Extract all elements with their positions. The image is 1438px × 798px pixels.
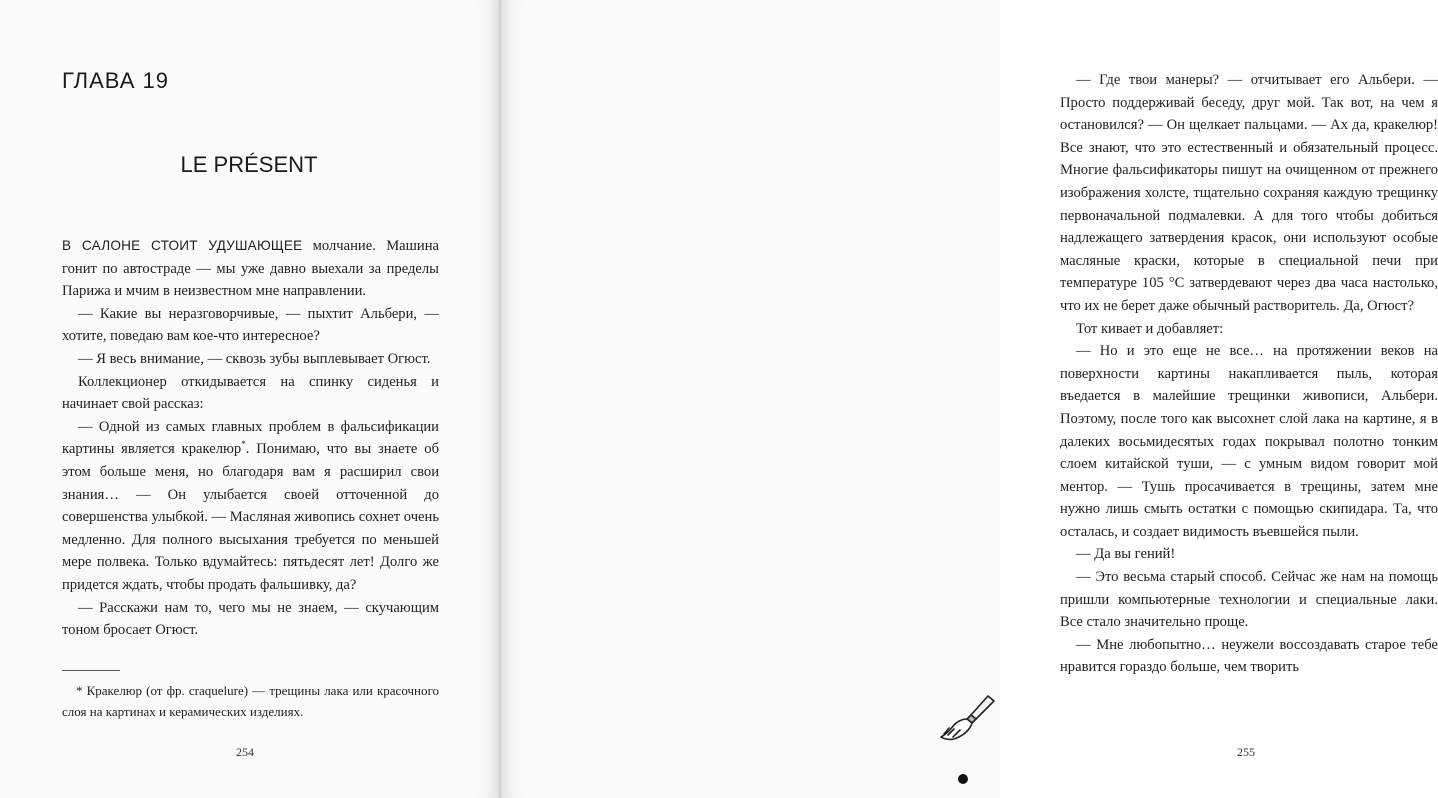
lead-in-caps: В САЛОНЕ СТОИТ УДУШАЮЩЕЕ: [62, 238, 303, 253]
footnote-marker: *: [241, 439, 246, 450]
paragraph: — Мне любопытно… неужели воссоздавать старое тебе нравится гораздо больше, чем творить: [1060, 636, 1438, 676]
paragraph-text: . Понимаю, что вы знаете об этом больше меня, но благодаря вам я расширил свои знания… — Он улыбается своей отточенной до совершенства улыбкой. — Масляная живопись сохнет очень медленно. Для полного высыхания требуется по меньшей мере полвека. Только вдумайтесь: пятьдесят лет! Долго же придется ждать, чтобы продать фальшивку, да?: [62, 441, 439, 593]
paragraph: — Да вы гений!: [1076, 546, 1176, 563]
paragraph: — Где твои манеры? — отчитывает его Альбери. — Просто поддерживай беседу, друг мой. Так вот, на чем я остановился? — Он щелкает пальцами. — Ах да, кракелюр! Все знают, что это естественный и обязательный процесс. Многие фальсификаторы пишут на очищенном от прежнего изображения холсте, тщательно сохраняя каждую трещинку первоначальной подмалевки. А для того чтобы добиться надлежащего затвердения красок, они используют особые масляные краски, которые в специальной печи при температуре 105 °С затвердевают через два часа настолько, что их не берет даже обычный растворитель. Да, Огюст?: [1060, 72, 1438, 314]
paragraph: — Я весь внимание, — сквозь зубы выплевывает Огюст.: [78, 350, 431, 367]
page-number-left: 254: [236, 745, 254, 759]
footnote-rule: [62, 670, 120, 671]
paragraph: Коллекционер откидывается на спинку сиденья и начинает свой рассказ:: [62, 373, 439, 413]
paintbrush-icon: [936, 692, 996, 744]
paragraph-text: — Одной из самых главных проблем в фальсификации картины является кракелюр: [62, 418, 439, 458]
paragraph: [62, 235, 439, 303]
left-page: [0, 0, 498, 798]
paragraph: — Какие вы неразговорчивые, — пыхтит Альбери, — хотите, поведаю вам кое-что интересное?: [62, 305, 439, 345]
right-page: [502, 0, 1438, 798]
paragraph: — Это весьма старый способ. Сейчас же нам на помощь пришли компьютерные технологии и специальные лаки. Все стало значительно проще.: [1060, 569, 1438, 631]
left-page-body: [62, 235, 439, 642]
footnote-text: * Кракелюр (от фр. craquelure) — трещины лака или красочного слоя на картинах и керамических изделиях.: [62, 683, 439, 719]
paragraph: [62, 416, 439, 597]
section-title: LE PRÉSENT: [180, 152, 318, 177]
paragraph: — Расскажи нам то, чего мы не знаем, — скучающим тоном бросает Огюст.: [62, 599, 439, 639]
footnote: [62, 680, 439, 722]
right-page-body: [1060, 69, 1438, 679]
page-number-right: 255: [1237, 745, 1255, 759]
bullet-dot: [958, 774, 968, 784]
paragraph: Тот кивает и добавляет:: [1076, 320, 1224, 337]
paragraph-text: молчание. Машина гонит по автостраде — мы уже давно выехали за пределы Парижа и мчим в неизвестном мне направлении.: [62, 238, 439, 300]
chapter-heading: ГЛАВА 19: [62, 68, 169, 93]
paragraph: — Но и это еще не все… на протяжении веков на поверхности картины накапливается пыль, которая въедается в малейшие трещинки живописи, Альбери. Поэтому, после того как высохнет слой лака на картине, я в далеких восьмидесятых годах покрывал полотно тонким слоем китайской туши, — с умным видом говорит мой ментор. — Тушь просачивается в трещины, затем мне нужно лишь смыть остатки с помощью скипидара. Та, что осталась, и создает видимость въевшейся пыли.: [1060, 343, 1438, 540]
